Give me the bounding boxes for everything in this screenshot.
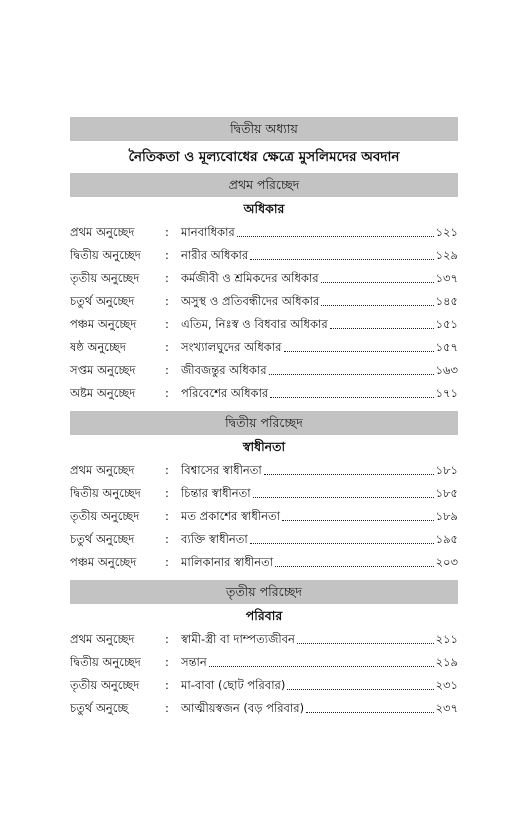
entry-page: ২১৯ xyxy=(435,655,458,669)
section-band: দ্বিতীয় পরিচ্ছেদ xyxy=(70,411,458,435)
entry-title: মা-বাবা (ছোট পরিবার) xyxy=(181,678,286,692)
entry-number: প্রথম অনুচ্ছেদ xyxy=(70,463,135,477)
entry-colon: : xyxy=(165,248,169,262)
toc-list xyxy=(70,459,458,574)
entry-colon: : xyxy=(165,701,169,715)
chapter-band: দ্বিতীয় অধ্যায় xyxy=(70,117,458,141)
dot-leader xyxy=(237,236,434,237)
toc-entry xyxy=(70,628,458,651)
entry-number: তৃতীয় অনুচ্ছেদ xyxy=(70,678,140,692)
entry-colon: : xyxy=(165,294,169,308)
toc-entry xyxy=(70,651,458,674)
section-band: প্রথম পরিচ্ছেদ xyxy=(70,173,458,197)
entry-title: মালিকানার স্বাধীনতা xyxy=(181,555,274,569)
entry-colon: : xyxy=(165,463,169,477)
entry-title: সংখ্যালঘুদের অধিকার xyxy=(181,340,282,354)
entry-number: তৃতীয় অনুচ্ছেদ xyxy=(70,271,140,285)
entry-page: ১২৯ xyxy=(435,248,458,262)
entry-title: সন্তান xyxy=(181,655,207,669)
toc-entry xyxy=(70,313,458,336)
section-band: তৃতীয় পরিচ্ছেদ xyxy=(70,580,458,604)
toc-entry xyxy=(70,221,458,244)
entry-number: পঞ্চম অনুচ্ছেদ xyxy=(70,317,137,331)
entry-page: ১৫১ xyxy=(435,317,458,331)
toc-entry xyxy=(70,528,458,551)
dot-leader xyxy=(253,497,434,498)
dot-leader xyxy=(297,643,434,644)
dot-leader xyxy=(269,374,434,375)
entry-page: ১৮১ xyxy=(435,463,458,477)
dot-leader xyxy=(321,305,433,306)
dot-leader xyxy=(321,282,434,283)
entry-title: মানবাধিকার xyxy=(181,225,235,239)
entry-colon: : xyxy=(165,386,169,400)
entry-page: ১৪৫ xyxy=(435,294,458,308)
entry-number: দ্বিতীয় অনুচ্ছেদ xyxy=(70,248,141,262)
dot-leader xyxy=(264,474,434,475)
toc-entry xyxy=(70,244,458,267)
entry-number: প্রথম অনুচ্ছেদ xyxy=(70,632,135,646)
entry-title: কর্মজীবী ও শ্রমিকদের অধিকার xyxy=(181,271,319,285)
toc-list xyxy=(70,628,458,720)
dot-leader xyxy=(282,520,434,521)
toc-entry xyxy=(70,382,458,405)
entry-number: ষষ্ঠ অনুচ্ছেদ xyxy=(70,340,126,354)
entry-number: তৃতীয় অনুচ্ছেদ xyxy=(70,509,140,523)
entry-title: ব্যক্তি স্বাধীনতা xyxy=(181,532,248,546)
entry-number: দ্বিতীয় অনুচ্ছেদ xyxy=(70,655,141,669)
entry-title: আত্মীয়স্বজন (বড় পরিবার) xyxy=(181,701,305,715)
entry-number: দ্বিতীয় অনুচ্ছেদ xyxy=(70,486,141,500)
entry-colon: : xyxy=(165,317,169,331)
section-title: পরিবার xyxy=(245,608,283,623)
entry-page: ১৫৭ xyxy=(435,340,458,354)
entry-page: ২১১ xyxy=(435,632,458,646)
entry-title: স্বামী-স্ত্রী বা দাম্পত্যজীবন xyxy=(181,632,295,646)
section-title: অধিকার xyxy=(243,201,285,216)
dot-leader xyxy=(250,259,433,260)
toc-entry xyxy=(70,359,458,382)
entry-page: ১৩৭ xyxy=(435,271,458,285)
dot-leader xyxy=(250,543,434,544)
book-title: নৈতিকতা ও মূল্যবোধের ক্ষেত্রে মুসলিমদের অবদান xyxy=(128,149,400,165)
toc-entry xyxy=(70,267,458,290)
entry-page: ১৬৩ xyxy=(435,363,458,377)
toc-entry xyxy=(70,290,458,313)
entry-page: ২৩৭ xyxy=(435,701,458,715)
entry-colon: : xyxy=(165,225,169,239)
dot-leader xyxy=(209,666,434,667)
entry-number: চতুর্থ অনুচ্ছেদ xyxy=(70,294,135,308)
dot-leader xyxy=(270,397,433,398)
toc-list xyxy=(70,221,458,405)
entry-page: ১৮৯ xyxy=(435,509,458,523)
entry-colon: : xyxy=(165,632,169,646)
section-title: স্বাধীনতা xyxy=(242,439,286,454)
entry-title: অসুস্থ ও প্রতিবন্ধীদের অধিকার xyxy=(181,294,320,308)
entry-number: পঞ্চম অনুচ্ছেদ xyxy=(70,555,137,569)
dot-leader xyxy=(306,712,433,713)
entry-colon: : xyxy=(165,340,169,354)
toc-entry xyxy=(70,459,458,482)
toc-column xyxy=(70,117,458,720)
dot-leader xyxy=(330,328,434,329)
entry-colon: : xyxy=(165,678,169,692)
dot-leader xyxy=(284,351,434,352)
entry-title: পরিবেশের অধিকার xyxy=(181,386,269,400)
entry-page: ১৭১ xyxy=(435,386,458,400)
entry-colon: : xyxy=(165,655,169,669)
entry-title: জীবজন্তুর অধিকার xyxy=(181,363,267,377)
entry-colon: : xyxy=(165,486,169,500)
entry-page: ২৩১ xyxy=(435,678,458,692)
toc-entry xyxy=(70,674,458,697)
entry-colon: : xyxy=(165,555,169,569)
entry-colon: : xyxy=(165,532,169,546)
entry-page: ১৮৫ xyxy=(435,486,458,500)
entry-colon: : xyxy=(165,509,169,523)
entry-page: ১৯৫ xyxy=(435,532,458,546)
dot-leader xyxy=(275,566,434,567)
entry-number: প্রথম অনুচ্ছেদ xyxy=(70,225,135,239)
entry-colon: : xyxy=(165,363,169,377)
entry-title: চিন্তার স্বাধীনতা xyxy=(181,486,251,500)
entry-page: ২০৩ xyxy=(435,555,458,569)
entry-title: মত প্রকাশের স্বাধীনতা xyxy=(181,509,280,523)
entry-number: চতুর্থ অনুচ্ছেদ xyxy=(70,532,135,546)
entry-number: সপ্তম অনুচ্ছেদ xyxy=(70,363,136,377)
toc-entry xyxy=(70,482,458,505)
entry-page: ১২১ xyxy=(435,225,458,239)
entry-title: নারীর অধিকার xyxy=(181,248,249,262)
entry-title: বিশ্বাসের স্বাধীনতা xyxy=(181,463,262,477)
entry-title: এতিম, নিঃস্ব ও বিধবার অধিকার xyxy=(181,317,328,331)
entry-number: অষ্টম অনুচ্ছেদ xyxy=(70,386,136,400)
toc-entry xyxy=(70,697,458,720)
entry-number: চতুর্থ অনুচ্ছে xyxy=(70,701,129,715)
toc-entry xyxy=(70,551,458,574)
toc-entry xyxy=(70,505,458,528)
entry-colon: : xyxy=(165,271,169,285)
dot-leader xyxy=(287,689,433,690)
toc-entry xyxy=(70,336,458,359)
